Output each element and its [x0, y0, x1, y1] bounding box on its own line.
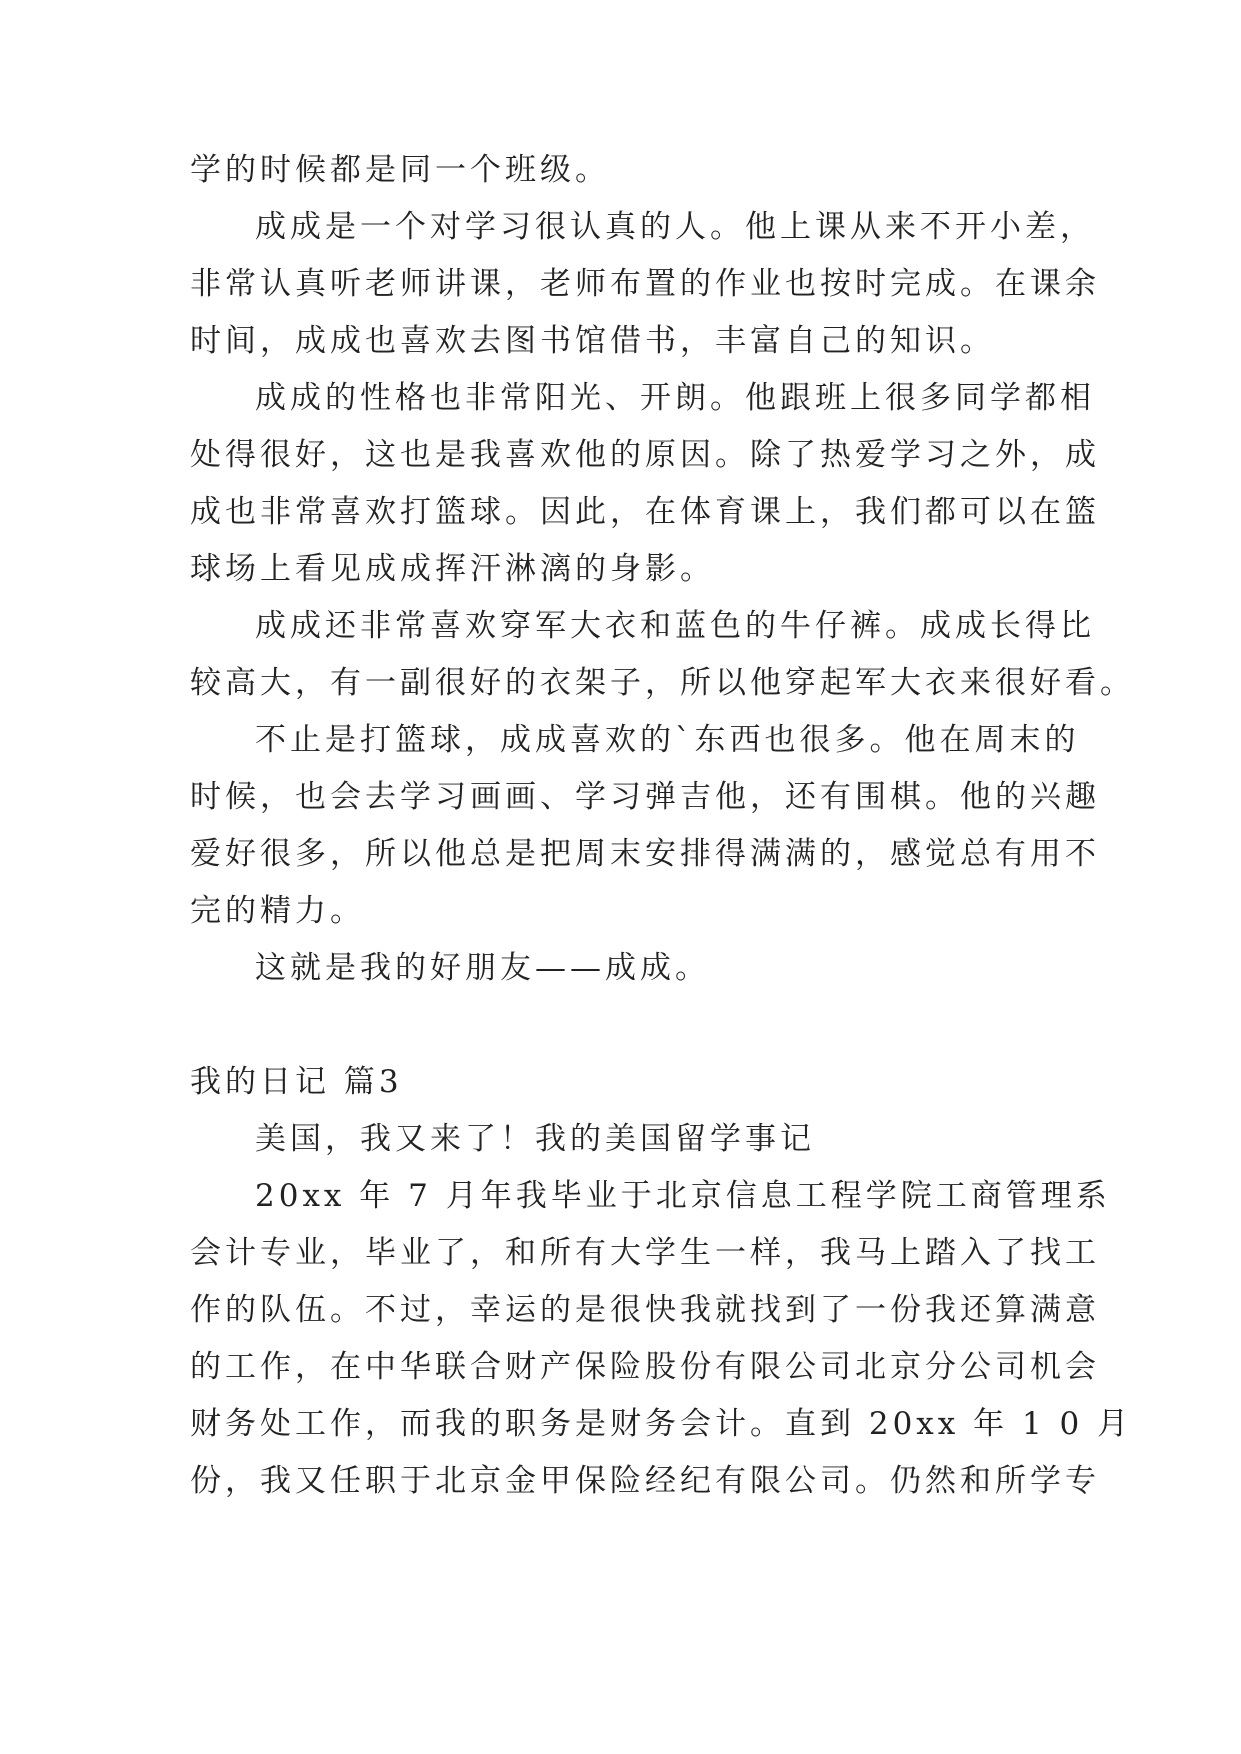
text-line: 成也非常喜欢打篮球。因此，在体育课上，我们都可以在篮: [190, 494, 1100, 530]
text-line: 时候，也会去学习画画、学习弹吉他，还有围棋。他的兴趣: [190, 779, 1100, 815]
paragraph-start-line: 成成是一个对学习很认真的人。他上课从来不开小差，: [255, 209, 1095, 245]
text-line: 时间，成成也喜欢去图书馆借书，丰富自己的知识。: [190, 323, 995, 359]
text-line: 份，我又任职于北京金甲保险经纪有限公司。仍然和所学专: [190, 1463, 1100, 1499]
text-line: 学的时候都是同一个班级。: [190, 152, 610, 188]
article-title: 美国，我又来了！我的美国留学事记: [255, 1121, 815, 1157]
text-line: 爱好很多，所以他总是把周末安排得满满的，感觉总有用不: [190, 836, 1100, 872]
text-line: 作的队伍。不过，幸运的是很快我就找到了一份我还算满意: [190, 1292, 1100, 1328]
text-line: 完的精力。: [190, 893, 365, 929]
text-line: 处得很好，这也是我喜欢他的原因。除了热爱学习之外，成: [190, 437, 1100, 473]
text-line: 财务处工作，而我的职务是财务会计。直到 20xx 年 1 0 月: [190, 1406, 1133, 1442]
text-line: 的工作，在中华联合财产保险股份有限公司北京分公司机会: [190, 1349, 1100, 1385]
text-line: 非常认真听老师讲课，老师布置的作业也按时完成。在课余: [190, 266, 1100, 302]
text-line: 会计专业，毕业了，和所有大学生一样，我马上踏入了找工: [190, 1235, 1100, 1271]
paragraph-start-line: 这就是我的好朋友——成成。: [255, 950, 710, 986]
section-heading: 我的日记 篇3: [190, 1064, 403, 1100]
paragraph-start-line: 成成的性格也非常阳光、开朗。他跟班上很多同学都相: [255, 380, 1095, 416]
paragraph-start-line: 不止是打篮球，成成喜欢的`东西也很多。他在周末的: [255, 722, 1080, 758]
paragraph-start-line: 20xx 年 7 月年我毕业于北京信息工程学院工商管理系: [255, 1178, 1111, 1214]
paragraph-start-line: 成成还非常喜欢穿军大衣和蓝色的牛仔裤。成成长得比: [255, 608, 1095, 644]
text-line: 球场上看见成成挥汗淋漓的身影。: [190, 551, 715, 587]
text-line: 较高大，有一副很好的衣架子，所以他穿起军大衣来很好看。: [190, 665, 1135, 701]
